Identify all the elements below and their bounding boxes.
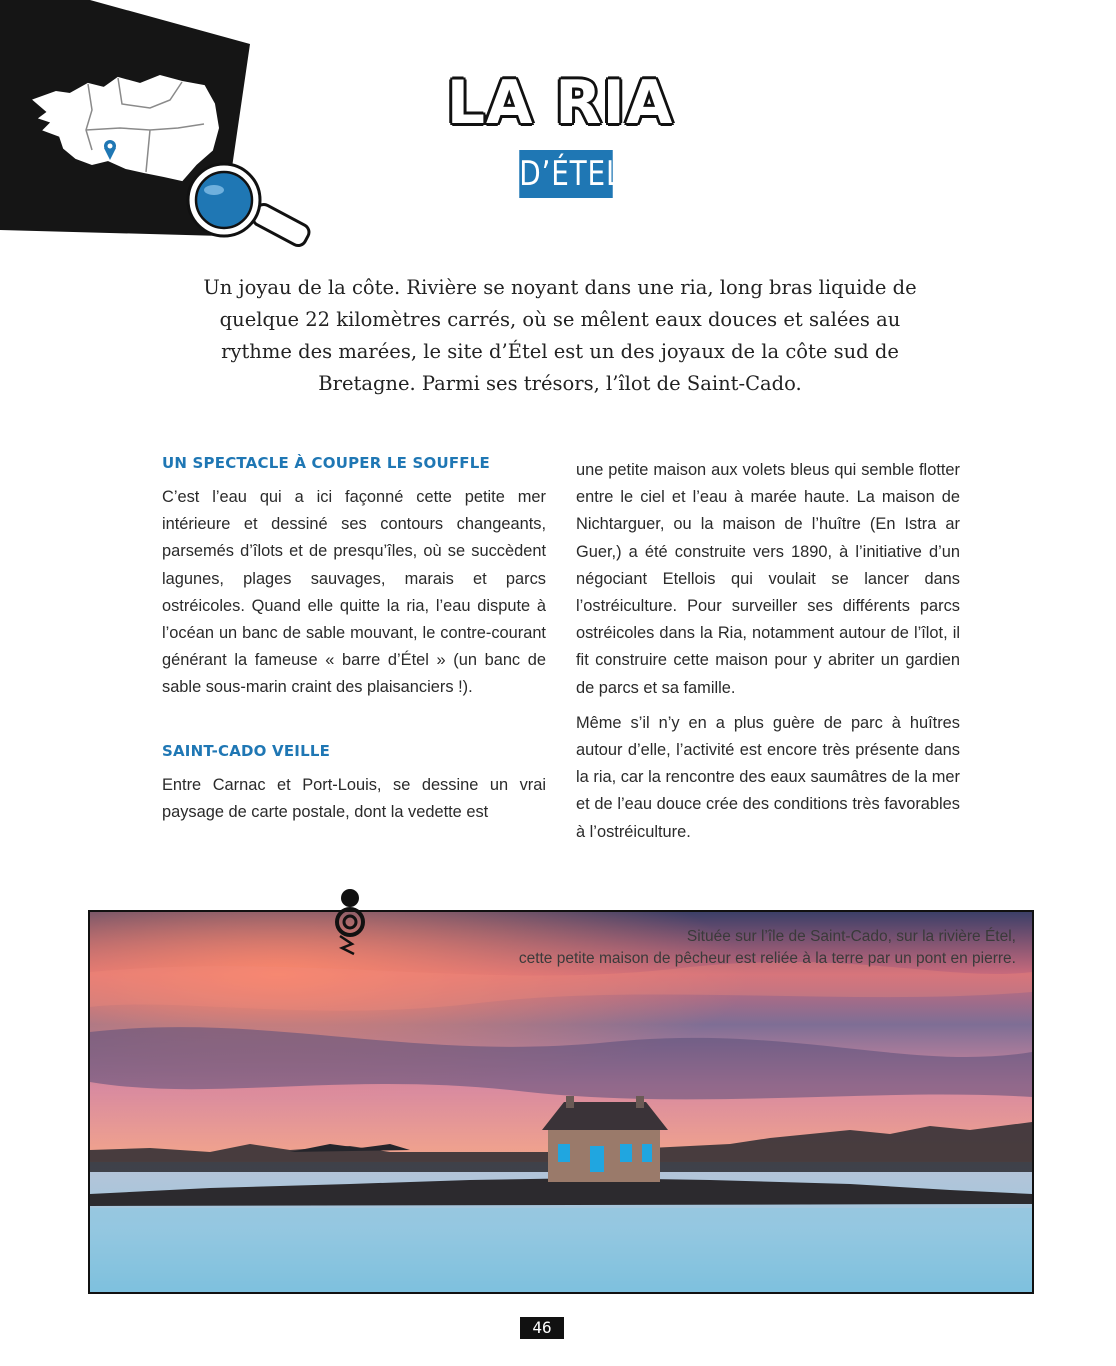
page-title: LA RIA bbox=[446, 68, 674, 138]
section-heading-saint-cado: SAINT-CADO VEILLE bbox=[162, 741, 331, 760]
fisherman-house bbox=[542, 1096, 668, 1182]
caption-line-2: cette petite maison de pêcheur est reliée à la terre par un pont en pierre. bbox=[518, 950, 1016, 967]
section-body-saint-cado: Entre Carnac et Port-Louis, se dessine un vrai paysage de carte postale, dont la vedette est bbox=[162, 775, 546, 821]
page-number: 46 bbox=[520, 1317, 564, 1339]
magnifier-icon bbox=[188, 164, 312, 248]
snail-pin-icon bbox=[330, 886, 374, 956]
right-paragraph-1: une petite maison aux volets bleus qui semble flotter entre le ciel et l’eau à marée haute. La maison de Nichtarguer, ou la maison de l’huître (En Istra ar Guer,) a été construite vers 1890, à l’initiative d’un négociant Etellois qui voulait se lancer dans l’ostréiculture. Pour surveiller ses différents parcs ostréicoles dans la Ria, notamment autour de l’îlot, il fit construire cette maison pour y abriter un gardien de parcs et sa famille. bbox=[576, 461, 960, 697]
corner-decoration bbox=[0, 0, 320, 260]
intro-paragraph: Un joyau de la côte. Rivière se noyant dans une ria, long bras liquide de quelque 22 kilomètres carrés, où se mêlent eaux douces et salées au rythme des marées, le site d’Étel est un des joyaux de la côte sud de Bretagne. Parmi ses trésors, l’îlot de Saint-Cado. bbox=[203, 276, 917, 395]
right-column bbox=[576, 457, 960, 846]
saint-cado-photo bbox=[88, 910, 1034, 1294]
photo-caption bbox=[519, 926, 1016, 970]
section-body-spectacle: C’est l’eau qui a ici façonné cette petite mer intérieure et dessiné ses contours changeants, parsemés d’îlots et de presqu’îles, où se succèdent lagunes, plages sauvages, marais et parcs ostréicoles. Quand elle quitte la ria, l’eau dispute à l’océan un banc de sable mouvant, le contre-courant générant la fameuse « barre d’Étel » (un banc de sable sous-marin craint des plaisanciers !). bbox=[162, 488, 546, 697]
caption-line-1: Située sur l’île de Saint-Cado, sur la rivière Étel, bbox=[686, 928, 1016, 945]
section-heading-spectacle: UN SPECTACLE À COUPER LE SOUFFLE bbox=[162, 454, 490, 472]
left-column bbox=[162, 452, 546, 826]
page-subtitle: D’ÉTEL bbox=[519, 150, 612, 198]
right-paragraph-2: Même s’il n’y en a plus guère de parc à huîtres autour d’elle, l’activité est encore très présente dans la ria, car la rencontre des eaux saumâtres de la mer et de l’eau douce crée des conditions très favorables à l’ostréiculture. bbox=[576, 713, 960, 841]
